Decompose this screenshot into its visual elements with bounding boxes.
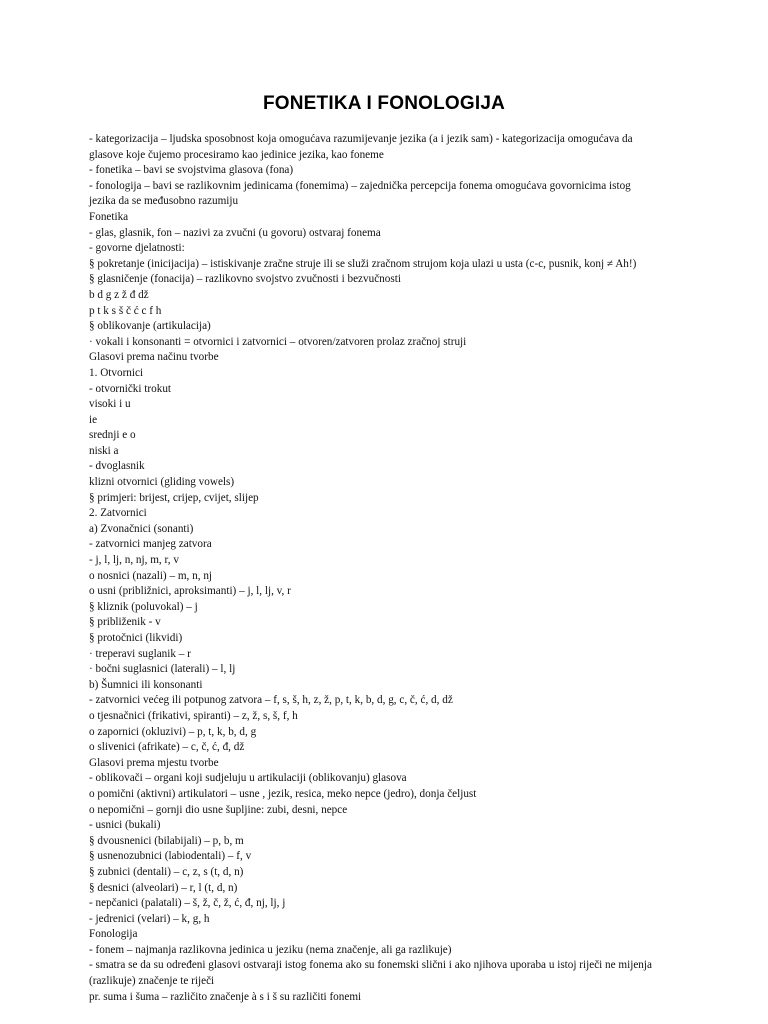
text-line: - kategorizacija – ljudska sposobnost koja omogućava razumijevanje jezika (a i jezik sam) - kategorizacija omogućava da bbox=[89, 133, 633, 145]
text-line: b) Šumnici ili konsonanti bbox=[89, 678, 203, 691]
text-line: - smatra se da su određeni glasovi ostvaraji istog fonema ako su fonemski slični i ako njihova uporaba u istoj riječi ne mijenja bbox=[89, 959, 652, 972]
text-line: § protočnici (likvidi) bbox=[89, 632, 183, 644]
text-line: jezika da se međusobno razumiju bbox=[89, 195, 239, 208]
text-line: Fonologija bbox=[89, 928, 138, 941]
text-line: - dvoglasnik bbox=[89, 460, 145, 473]
text-line: glasove koje čujemo procesiramo kao jedinice jezika, kao foneme bbox=[89, 148, 384, 161]
text-line: o tjesnačnici (frikativi, spiranti) – z, ž, s, š, f, h bbox=[89, 709, 298, 722]
text-line: o slivenici (afrikate) – c, č, ć, đ, dž bbox=[89, 741, 245, 754]
text-line: - usnici (bukali) bbox=[89, 819, 161, 832]
text-line: - fonologija – bavi se razlikovnim jedinicama (fonemima) – zajednička percepcija fonema omogućava govornicima istog bbox=[89, 179, 631, 192]
text-line: pr. suma i šuma – različito značenje à s i š su različiti fonemi bbox=[89, 990, 362, 1003]
text-line: a) Zvonačnici (sonanti) bbox=[89, 522, 194, 535]
text-line: Glasovi prema mjestu tvorbe bbox=[89, 756, 219, 769]
text-line: 1. Otvornici bbox=[89, 366, 144, 379]
text-line: - zatvornici manjeg zatvora bbox=[89, 538, 212, 551]
text-line: - otvornički trokut bbox=[89, 382, 172, 395]
text-line: ie bbox=[89, 413, 98, 426]
text-line: o nepomični – gornji dio usne šupljine: zubi, desni, nepce bbox=[89, 803, 348, 816]
text-line: - fonetika – bavi se svojstvima glasova (fona) bbox=[89, 164, 294, 177]
text-line: · bočni suglasnici (laterali) – l, lj bbox=[89, 663, 236, 676]
text-line: § kliznik (poluvokal) – j bbox=[89, 600, 198, 613]
text-line: p t k s š č ć c f h bbox=[89, 304, 162, 317]
text-line: · treperavi suglanik – r bbox=[89, 647, 191, 660]
document-title: FONETIKA I FONOLOGIJA bbox=[262, 93, 506, 114]
text-line: niski a bbox=[89, 444, 119, 457]
text-line: § zubnici (dentali) – c, z, s (t, d, n) bbox=[89, 865, 244, 878]
text-line: § pokretanje (inicijacija) – istiskivanje zračne struje ili se služi zračnom strujom koja ulazi u usta (c-c, pusnik, konj ≠ Ah!) bbox=[89, 257, 637, 270]
text-line: § desnici (alveolari) – r, l (t, d, n) bbox=[89, 881, 238, 894]
text-line: Fonetika bbox=[89, 210, 129, 223]
document-body bbox=[89, 132, 689, 1005]
text-line: - nepčanici (palatali) – š, ž, č, ž, ć, đ, nj, lj, j bbox=[89, 897, 286, 910]
text-line: · vokali i konsonanti = otvornici i zatvornici – otvoren/zatvoren prolaz zračnoj struji bbox=[89, 335, 467, 348]
text-line: b d g z ž đ dž bbox=[89, 288, 149, 301]
text-line: § primjeri: brijest, crijep, cvijet, slijep bbox=[89, 491, 259, 504]
text-line: o pomični (aktivni) artikulatori – usne , jezik, resica, meko nepce (jedro), donja čeljust bbox=[89, 787, 477, 800]
text-line: o zapornici (okluzivi) – p, t, k, b, d, g bbox=[89, 725, 257, 738]
text-line: Glasovi prema načinu tvorbe bbox=[89, 351, 219, 364]
text-line: § usnenozubnici (labiodentali) – f, v bbox=[89, 850, 252, 863]
text-line: § dvousnenici (bilabijali) – p, b, m bbox=[89, 834, 244, 847]
text-line: visoki i u bbox=[89, 398, 131, 411]
text-line: - fonem – najmanja razlikovna jedinica u jeziku (nema značenje, ali ga razlikuje) bbox=[89, 943, 452, 956]
text-line: - zatvornici većeg ili potpunog zatvora – f, s, š, h, z, ž, p, t, k, b, d, g, c, č, ć, d, dž bbox=[89, 694, 453, 707]
text-line: § glasničenje (fonacija) – razlikovno svojstvo zvučnosti i bezvučnosti bbox=[89, 273, 401, 286]
text-line: (razlikuje) značenje te riječi bbox=[89, 975, 215, 988]
text-line: - oblikovači – organi koji sudjeluju u artikulaciji (oblikovanju) glasova bbox=[89, 772, 407, 785]
text-line: - govorne djelatnosti: bbox=[89, 242, 185, 255]
text-line: § približenik - v bbox=[89, 616, 161, 629]
text-line: o nosnici (nazali) – m, n, nj bbox=[89, 569, 213, 582]
text-line: - glas, glasnik, fon – nazivi za zvučni (u govoru) ostvaraj fonema bbox=[89, 226, 381, 239]
text-line: - j, l, lj, n, nj, m, r, v bbox=[89, 554, 179, 567]
text-line: srednji e o bbox=[89, 429, 136, 442]
text-line: § oblikovanje (artikulacija) bbox=[89, 320, 211, 333]
text-line: klizni otvornici (gliding vowels) bbox=[89, 476, 235, 489]
text-line: 2. Zatvornici bbox=[89, 507, 147, 520]
text-line: o usni (približnici, aproksimanti) – j, l, lj, v, r bbox=[89, 585, 291, 598]
text-line: - jedrenici (velari) – k, g, h bbox=[89, 912, 210, 925]
